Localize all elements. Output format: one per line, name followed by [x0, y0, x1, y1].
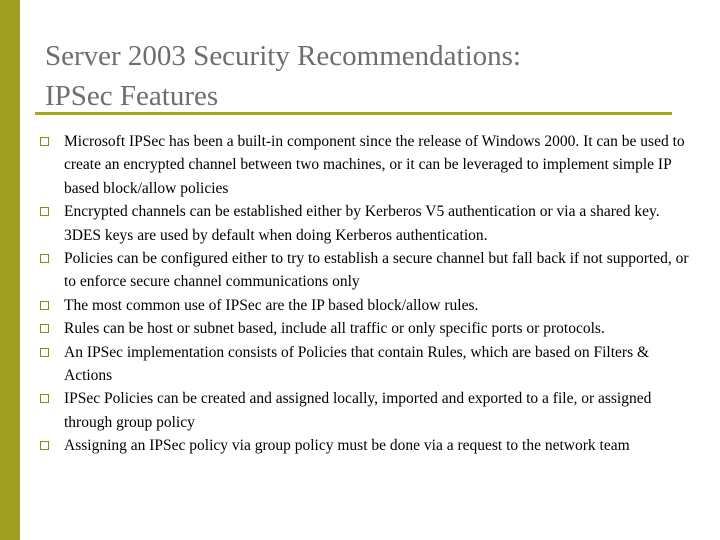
- square-bullet-icon: [40, 137, 49, 146]
- bullet-text: Microsoft IPSec has been a built-in component since the release of Windows 2000. It can be used to create an encrypted channel between two machines, or it can be leveraged to implement simple IP based block/allow policies: [64, 133, 685, 197]
- bullet-item: [40, 387, 690, 434]
- square-bullet-icon: [40, 394, 49, 403]
- square-bullet-icon: [40, 301, 49, 310]
- bullet-item: [40, 200, 690, 247]
- bullet-text: Rules can be host or subnet based, include all traffic or only specific ports or protocols.: [64, 320, 605, 338]
- square-bullet-icon: [40, 207, 49, 216]
- title-underline: [35, 112, 672, 115]
- bullet-text: Policies can be configured either to try to establish a secure channel but fall back if not supported, or to enforce secure channel communications only: [64, 250, 689, 291]
- bullet-text: An IPSec implementation consists of Policies that contain Rules, which are based on Filters & Actions: [64, 343, 650, 385]
- slide-title: [45, 36, 685, 116]
- bullet-text: Assigning an IPSec policy via group policy must be done via a request to the network team: [64, 437, 630, 455]
- title-line-2: IPSec Features: [45, 80, 219, 112]
- square-bullet-icon: [40, 348, 49, 357]
- bullet-item: [40, 341, 690, 388]
- bullet-item: [40, 317, 690, 340]
- bullet-text: IPSec Policies can be created and assigned locally, imported and exported to a file, or assigned through group policy: [64, 390, 652, 431]
- title-line-1: Server 2003 Security Recommendations:: [45, 40, 521, 72]
- bullet-item: [40, 434, 690, 457]
- bullet-item: [40, 130, 690, 200]
- bullet-text: The most common use of IPSec are the IP based block/allow rules.: [64, 296, 479, 314]
- square-bullet-icon: [40, 441, 49, 450]
- square-bullet-icon: [40, 324, 49, 333]
- bullet-item: [40, 247, 690, 294]
- bullet-text: Encrypted channels can be established either by Kerberos V5 authentication or via a shared key. 3DES keys are used by default when doing Kerberos authentication.: [64, 203, 660, 244]
- square-bullet-icon: [40, 254, 49, 263]
- left-accent-bar: [0, 0, 20, 540]
- bullet-list: [40, 130, 690, 458]
- bullet-item: [40, 294, 690, 317]
